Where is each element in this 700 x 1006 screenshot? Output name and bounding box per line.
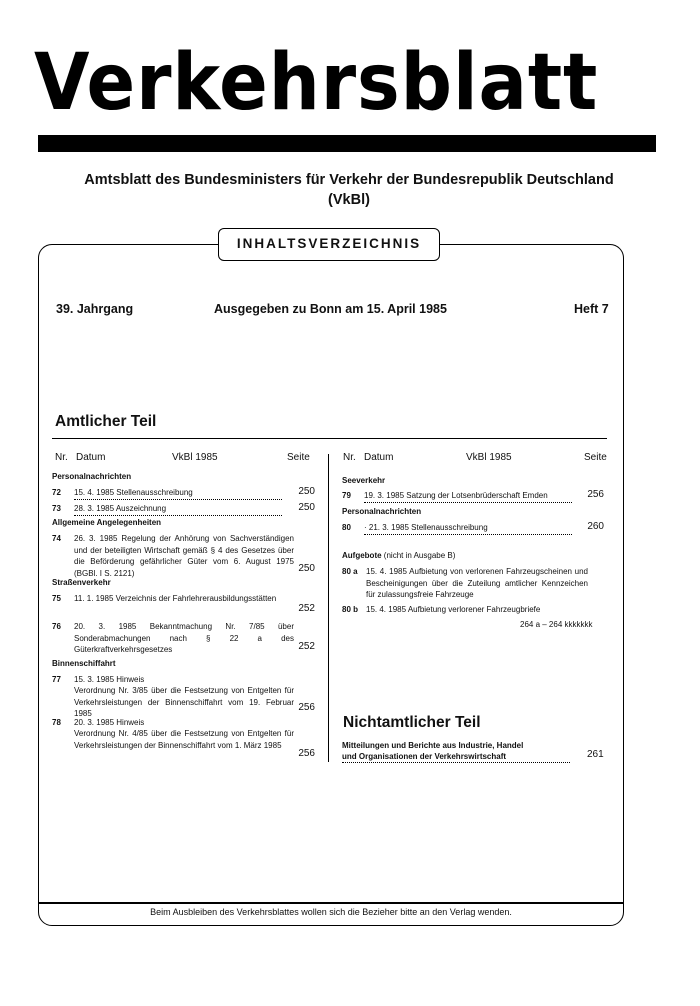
footer-note: Beim Ausbleiben des Verkehrsblattes wollen sich die Bezieher bitte an den Verlag wenden. — [150, 907, 512, 917]
list-item — [52, 487, 315, 499]
entry-text: 11. 1. 1985 Verzeichnis der Fahrlehrerausbildungsstätten — [74, 594, 277, 603]
section-title-amtlich: Amtlicher Teil — [55, 413, 157, 430]
toc-label: INHALTSVERZEICHNIS — [218, 228, 440, 261]
entry-text: Verordnung Nr. 4/85 über die Festsetzung von Entgelten für Verkehrsleistungen der Binnenschiffahrt vom 1. März 1985 — [74, 729, 294, 750]
entry-nr: 72 — [52, 488, 61, 497]
subtitle-line-2: (VkBl) — [328, 192, 370, 208]
col-nr-right: Nr. — [343, 452, 356, 463]
entry-line1: 15. 3. 1985 Hinweis — [74, 675, 145, 684]
entry-page: 256 — [298, 748, 315, 759]
col-seite: Seite — [287, 452, 310, 463]
footer-rule — [38, 902, 624, 904]
entry-text: 15. 4. 1985 Stellenausschreibung — [74, 487, 282, 500]
nichtamtlich-page: 261 — [587, 749, 604, 760]
subtitle-line-1: Amtsblatt des Bundesministers für Verkehr der Bundesrepublik Deutschland — [84, 172, 614, 188]
list-item — [52, 593, 315, 617]
list-item — [52, 533, 315, 581]
entry-page: 252 — [298, 641, 315, 652]
issue-date: Ausgegeben zu Bonn am 15. April 1985 — [214, 302, 447, 316]
entry-nr: 77 — [52, 675, 61, 684]
entry-page: 260 — [587, 521, 604, 532]
nichtamtlich-line-1: Mitteilungen und Berichte aus Industrie, Handel — [342, 741, 524, 750]
col-datum: Datum — [76, 452, 106, 463]
list-item — [342, 490, 604, 502]
col-nr: Nr. — [55, 452, 68, 463]
entry-text: 28. 3. 1985 Auszeichnung — [74, 503, 282, 516]
entry-text: 20. 3. 1985 Bekanntmachung Nr. 7/85 über Sonderabmachungen nach § 22 a des Güterkraftverkehrsgesetzes — [74, 622, 294, 654]
entry-page: 256 — [298, 702, 315, 713]
entry-text: 26. 3. 1985 Regelung der Anhörung von Sachverständigen und der beteiligten Wirtschaft gemäß § 4 des Gesetzes über die Beförderung gefährlicher Güter vom 6. August 1975 (BGBl. I S. 2121) — [74, 534, 294, 578]
col-seite-right: Seite — [584, 452, 607, 463]
entry-nr: 73 — [52, 504, 61, 513]
category-seeverkehr: Seeverkehr — [342, 476, 386, 485]
entry-text: · 21. 3. 1985 Stellenausschreibung — [364, 522, 572, 535]
list-item — [52, 503, 315, 515]
entry-nr: 80 b — [342, 605, 359, 614]
heft-number: Heft 7 — [574, 302, 609, 316]
entry-page: 250 — [298, 502, 315, 513]
entry-nr: 78 — [52, 718, 61, 727]
category-aufgebote-note: (nicht in Ausgabe B) — [383, 551, 456, 560]
entry-page: 250 — [298, 563, 315, 574]
col-vkbl-right: VkBl 1985 — [466, 452, 512, 463]
entry-text: Verordnung Nr. 3/85 über die Festsetzung von Entgelten für Verkehrsleistungen der Binnenschiffahrt vom 19. Februar 1985 — [74, 686, 294, 718]
category-allgemein: Allgemeine Angelegenheiten — [52, 518, 162, 527]
entry-text: 15. 4. 1985 Aufbietung verlorener Fahrzeugbriefe — [366, 605, 541, 614]
category-strassenverkehr: Straßenverkehr — [52, 578, 111, 587]
section-title-nichtamtlich: Nichtamtlicher Teil — [343, 714, 481, 731]
col-datum-right: Datum — [364, 452, 394, 463]
entry-page: 252 — [298, 603, 315, 614]
entry-page: 256 — [587, 489, 604, 500]
entry-nr: 79 — [342, 491, 351, 500]
category-personal: Personalnachrichten — [52, 472, 132, 481]
publication-subtitle — [38, 170, 660, 210]
list-item — [342, 522, 604, 534]
category-binnenschiffahrt: Binnenschiffahrt — [52, 659, 116, 668]
nichtamtlich-line-2: und Organisationen der Verkehrswirtschaft — [342, 751, 570, 763]
entry-page: 250 — [298, 486, 315, 497]
entry-text: 19. 3. 1985 Satzung der Lotsenbrüderschaft Emden — [364, 490, 572, 503]
category-aufgebote-group — [342, 551, 455, 560]
section-rule — [52, 438, 607, 439]
list-item — [52, 621, 315, 657]
entry-nr: 80 a — [342, 567, 358, 576]
column-divider — [328, 454, 329, 762]
list-item — [342, 604, 592, 616]
category-personal-right: Personalnachrichten — [342, 507, 422, 516]
entry-nr: 76 — [52, 622, 61, 631]
category-aufgebote: Aufgebote — [342, 551, 382, 560]
entry-nr: 75 — [52, 594, 61, 603]
entry-page-range: 264 a – 264 kkkkkkk — [520, 620, 593, 629]
list-item — [342, 566, 592, 602]
col-vkbl: VkBl 1985 — [172, 452, 218, 463]
jahrgang: 39. Jahrgang — [56, 302, 134, 316]
entry-nr: 80 — [342, 523, 351, 532]
list-item — [52, 717, 315, 759]
masthead-title: Verkehrsblatt — [34, 38, 599, 128]
entry-nr: 74 — [52, 534, 61, 543]
masthead-rule — [38, 135, 656, 152]
entry-text: 15. 4. 1985 Aufbietung von verlorenen Fahrzeugscheinen und Bescheinigungen über die Zuteilung amtlicher Kennzeichen für zulassungsfreie Fahrzeuge — [366, 567, 588, 599]
entry-line1: 20. 3. 1985 Hinweis — [74, 718, 145, 727]
list-item — [52, 674, 315, 718]
